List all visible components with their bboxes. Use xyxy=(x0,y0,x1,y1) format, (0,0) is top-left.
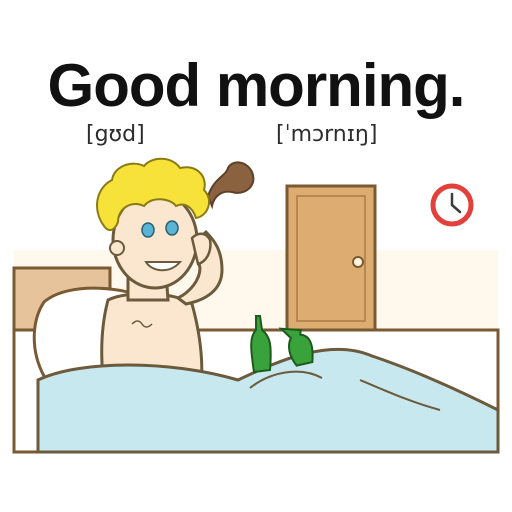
phonetic-good: [gʊd] xyxy=(86,122,145,147)
clock-icon xyxy=(433,186,471,224)
steam-icon xyxy=(208,162,253,206)
door xyxy=(287,186,375,331)
phonetic-morning: [ˈmɔrnɪŋ] xyxy=(276,122,378,147)
greeting-title: Good morning. xyxy=(47,52,465,119)
door-knob xyxy=(353,257,363,267)
